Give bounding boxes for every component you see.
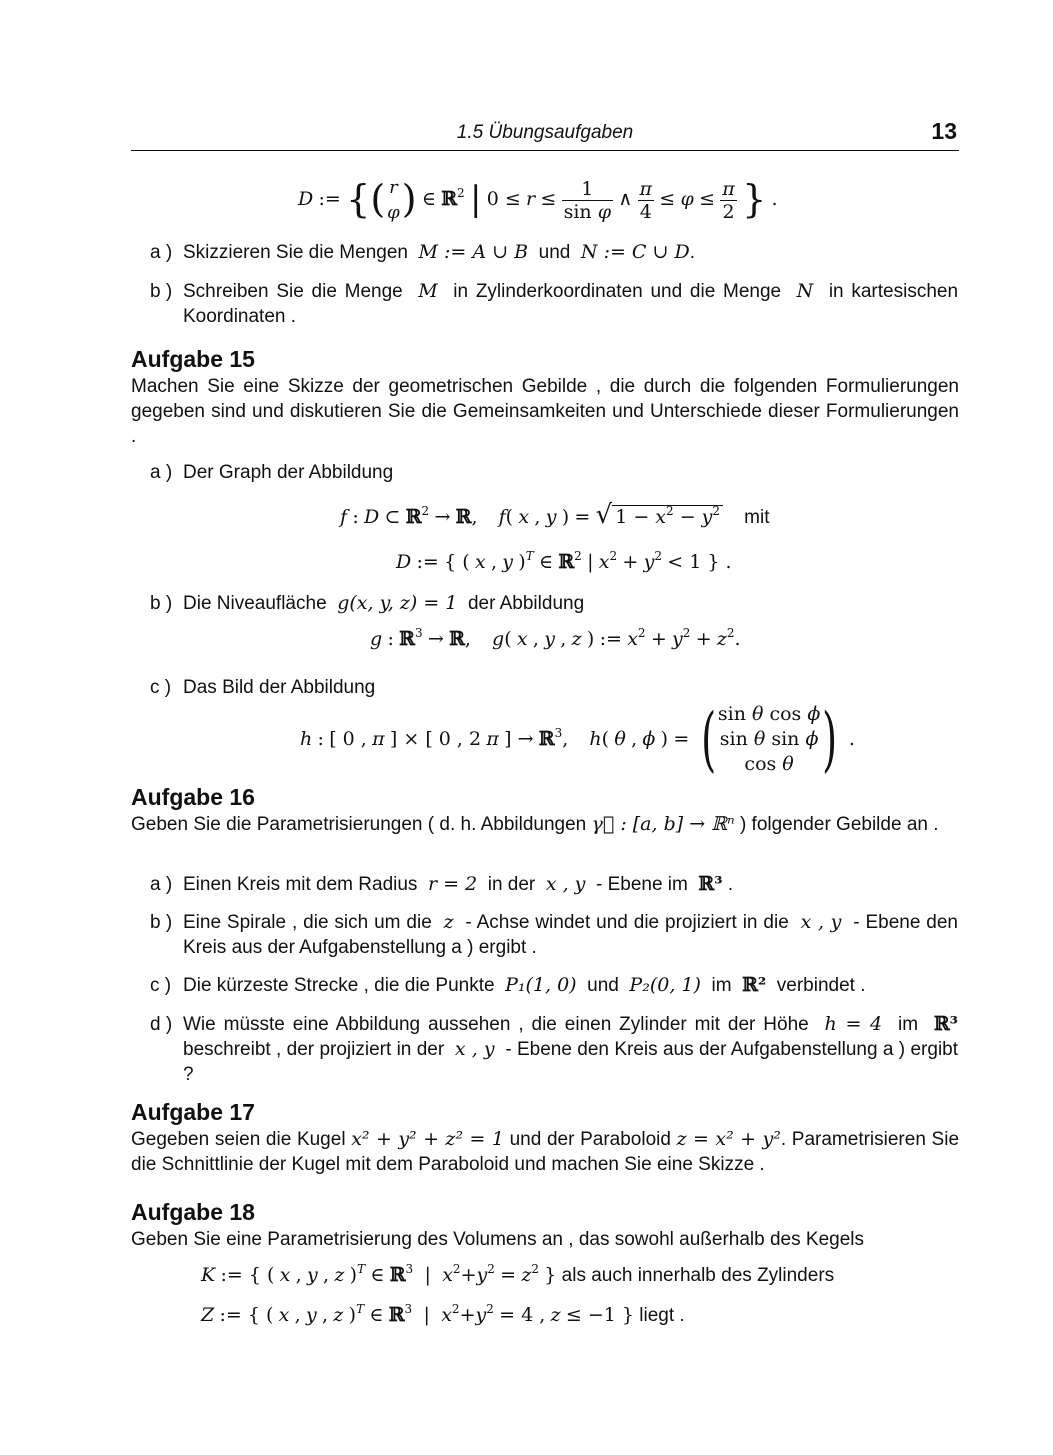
intro-text: Gegeben seien die Kugel <box>131 1129 346 1150</box>
item-text: in der <box>487 874 536 895</box>
math-inline: ℝ² <box>742 974 767 996</box>
exercise-heading-15: Aufgabe 15 <box>131 346 255 372</box>
item-label: c ) <box>150 677 172 698</box>
math-inline: ℝ³ <box>933 1013 958 1035</box>
item-text: Einen Kreis mit dem Radius <box>183 874 418 895</box>
intro-text: ) folgender Gebilde an . <box>739 814 939 835</box>
intro-text: und der Paraboloid <box>509 1129 671 1150</box>
item-text: im <box>897 1014 919 1035</box>
math-inline: M <box>418 280 438 302</box>
item-label: b ) <box>150 281 173 302</box>
item-label: c ) <box>150 975 172 996</box>
formula-graph-f: f : D ⊂ ℝ$^2$ → ℝ, f( x , y ) = √ $1 - x^2 - y^2$ mit <box>340 500 770 530</box>
math-inline: ℝ³ <box>698 873 723 895</box>
item-text: - Ebene den Kreis aus der Aufgabenstellung a ) ergibt . <box>183 912 958 958</box>
item-text: . <box>727 874 734 895</box>
math-inline: x , y <box>800 911 842 933</box>
item-text: Schreiben Sie die Menge <box>183 281 403 302</box>
formula-map-g: g : ℝ$^3$ → ℝ, g( x , y , z ) := $x^2 + y^2 + z^2$. <box>370 626 741 650</box>
math-inline: N := C ∪ D <box>580 241 690 263</box>
list-item-a <box>150 460 958 485</box>
list-item-b <box>150 591 958 616</box>
list-item-a <box>150 240 958 265</box>
item-label: a ) <box>150 874 173 895</box>
list-item-b <box>150 279 958 329</box>
formula-map-h: h : [ 0 , π ] × [ 0 , 2 π ] → ℝ$^3$, h( θ , ϕ ) = ( sin θ cos ϕ sin θ sin ϕ cos θ ) . <box>300 698 855 780</box>
item-text: Eine Spirale , die sich um die <box>183 912 432 933</box>
formula-set-k: K := { ( x , y , z )$^T$ ∈ ℝ$^3$ | $x^2+y^2 = z^2$ } als auch innerhalb des Zylinders <box>201 1262 835 1286</box>
running-head <box>131 120 959 151</box>
math-inline: r = 2 <box>428 873 478 895</box>
math-inline: γ⃗ : [a, b] → ℝⁿ <box>591 813 735 835</box>
item-label: d ) <box>150 1014 173 1035</box>
item-text: und <box>538 242 571 263</box>
item-label: a ) <box>150 462 173 483</box>
math-inline: x² + y² + z² = 1 <box>351 1128 504 1150</box>
item-label: b ) <box>150 593 173 614</box>
exercise-heading-16: Aufgabe 16 <box>131 784 255 810</box>
formula-text: als auch innerhalb des Zylinders <box>561 1265 835 1286</box>
item-text: Skizzieren Sie die Mengen <box>183 242 408 263</box>
item-text: in kartesischen Koordinaten . <box>183 281 959 327</box>
math-inline: z <box>443 911 454 933</box>
list-item-c <box>150 973 958 998</box>
formula-set-d: D := {( r φ) ∈ ℝ$^2$ | 0 ≤ r ≤ $\frac{1}{\text{sin φ}}$ ∧ $\frac{\pi}{4}$ ≤ φ ≤ $\frac{\pi}{2}$ } . <box>298 177 778 223</box>
item-text: und <box>587 975 619 996</box>
math-inline: h = 4 <box>824 1013 883 1035</box>
item-text: beschreibt , der projiziert in der <box>183 1039 445 1060</box>
list-item-a <box>150 872 958 897</box>
math-inline: x , y <box>454 1038 495 1060</box>
formula-text-mit: mit <box>744 507 770 528</box>
math-inline: P₂(0, 1) <box>629 974 701 996</box>
item-text: Der Graph der Abbildung <box>183 462 394 483</box>
item-text: - Achse windet und die projiziert in die <box>465 912 789 933</box>
item-text: Das Bild der Abbildung <box>183 677 376 698</box>
math-inline: N <box>796 280 814 302</box>
formula-text: liegt . <box>639 1305 685 1326</box>
list-item-b <box>150 910 958 960</box>
math-inline: z = x² + y² <box>676 1128 781 1150</box>
intro-text: . Parametrisieren Sie die Schnittlinie der Kugel mit dem Paraboloid und machen Sie eine Skizze . <box>131 1129 960 1175</box>
math-inline: M := A ∪ B <box>418 241 529 263</box>
page-number: 13 <box>931 118 957 144</box>
exercise-heading-17: Aufgabe 17 <box>131 1099 255 1125</box>
math-inline: P₁(1, 0) <box>505 974 577 996</box>
section-title: 1.5 Übungsaufgaben <box>456 122 634 143</box>
item-text: verbindet . <box>776 975 866 996</box>
item-text: Wie müsste eine Abbildung aussehen , die einen Zylinder mit der Höhe <box>183 1014 809 1035</box>
item-text: im <box>711 975 732 996</box>
item-label: a ) <box>150 242 173 263</box>
item-text: - Ebene den Kreis aus der Aufgabenstellung a ) ergibt ? <box>183 1039 959 1085</box>
exercise-intro-17 <box>131 1127 959 1177</box>
formula-domain-d: D := { ( x , y )$^T$ ∈ ℝ$^2$ | $x^2 + y^2 < 1$ } . <box>396 549 732 573</box>
math-inline: g(x, y, z) = 1 <box>337 592 458 614</box>
exercise-intro-16 <box>131 812 959 837</box>
item-text: Die Niveaufläche <box>183 593 327 614</box>
item-text: der Abbildung <box>467 593 585 614</box>
formula-set-z: Z := { ( x , y , z )$^T$ ∈ ℝ$^3$ | $x^2+y^2 = 4$ , z ≤ −1 } liegt . <box>201 1302 685 1326</box>
math-inline: x , y <box>545 873 586 895</box>
item-text: - Ebene im <box>595 874 688 895</box>
list-item-c <box>150 675 958 700</box>
item-text: Die kürzeste Strecke , die die Punkte <box>183 975 495 996</box>
exercise-heading-18: Aufgabe 18 <box>131 1199 255 1225</box>
intro-text: Geben Sie die Parametrisierungen ( d. h. Abbildungen <box>131 814 587 835</box>
item-text: . <box>689 242 695 263</box>
item-label: b ) <box>150 912 173 933</box>
exercise-intro-15: Machen Sie eine Skizze der geometrischen Gebilde , die durch die folgenden Formulierungen gegeben sind und diskutieren Sie die Gemeinsamkeiten und Unterschiede dieser Formulierungen . <box>131 376 959 447</box>
item-text: in Zylinderkoordinaten und die Menge <box>453 281 782 302</box>
exercise-intro-18: Geben Sie eine Parametrisierung des Volumens an , das sowohl außerhalb des Kegels <box>131 1229 864 1250</box>
list-item-d <box>150 1012 958 1087</box>
